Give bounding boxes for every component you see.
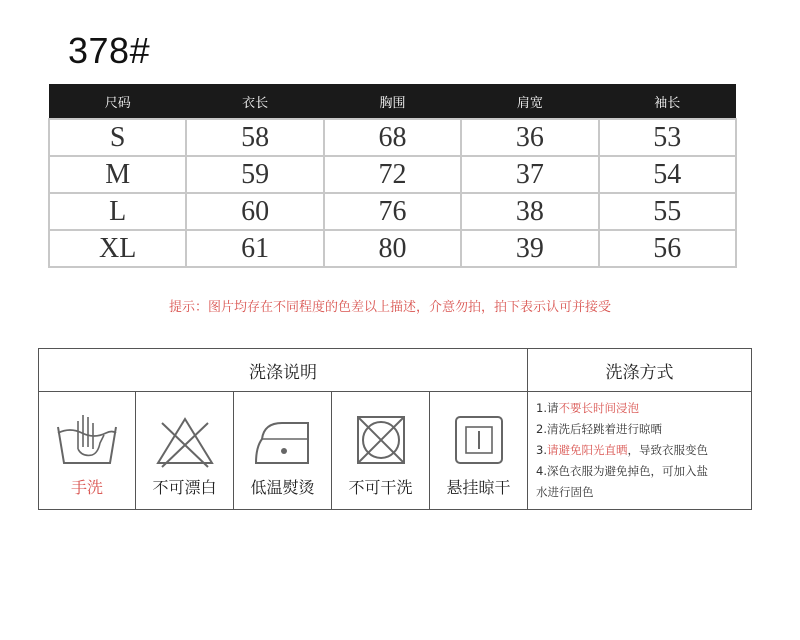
cell-size: S	[49, 119, 186, 156]
care-item-no-bleach	[136, 392, 234, 510]
size-chart-header-row	[49, 84, 736, 119]
header-length: 衣长	[186, 84, 323, 119]
table-row	[49, 193, 736, 230]
header-shoulder: 肩宽	[461, 84, 598, 119]
care-item-hang-dry	[430, 392, 528, 510]
care-label: 不可干洗	[348, 478, 413, 497]
care-method-item: 4.深色衣服为避免掉色，可加入盐	[536, 464, 708, 478]
care-method-item	[536, 440, 743, 461]
cell-length: 58	[186, 119, 323, 156]
cell-sleeve: 56	[599, 230, 736, 267]
hand-wash-icon	[52, 409, 122, 471]
no-dry-clean-icon	[346, 409, 416, 471]
hang-dry-icon	[444, 409, 514, 471]
header-sleeve: 袖长	[599, 84, 736, 119]
cell-shoulder: 37	[461, 156, 598, 193]
no-bleach-icon	[150, 409, 220, 471]
care-method-text: ，导致衣服变色	[627, 443, 708, 457]
care-method-text: 1.请	[536, 401, 559, 415]
cell-size: M	[49, 156, 186, 193]
cell-length: 61	[186, 230, 323, 267]
product-code-title: 378#	[68, 30, 151, 71]
table-row	[49, 156, 736, 193]
care-item-no-dry-clean	[332, 392, 430, 510]
care-label: 手洗	[70, 478, 103, 497]
care-item-hand-wash	[39, 392, 136, 510]
care-instructions-table	[38, 348, 752, 510]
cell-sleeve: 55	[599, 193, 736, 230]
table-row	[49, 230, 736, 267]
cell-chest: 76	[324, 193, 461, 230]
care-method-list	[528, 392, 752, 510]
care-method-highlight: 不要长时间浸泡	[558, 401, 639, 415]
care-method-heading: 洗涤方式	[528, 349, 752, 392]
care-method-item: 水进行固色	[536, 485, 594, 499]
cell-length: 60	[186, 193, 323, 230]
table-row	[49, 119, 736, 156]
care-label: 低温熨烫	[250, 478, 315, 497]
cell-sleeve: 54	[599, 156, 736, 193]
care-label: 悬挂晾干	[446, 478, 511, 497]
cell-shoulder: 38	[461, 193, 598, 230]
cell-chest: 72	[324, 156, 461, 193]
low-iron-icon	[248, 409, 318, 471]
cell-shoulder: 39	[461, 230, 598, 267]
size-chart-table	[48, 84, 737, 268]
cell-size: L	[49, 193, 186, 230]
cell-chest: 68	[324, 119, 461, 156]
cell-chest: 80	[324, 230, 461, 267]
care-instructions-heading: 洗涤说明	[39, 349, 528, 392]
cell-shoulder: 36	[461, 119, 598, 156]
care-item-low-iron	[234, 392, 332, 510]
care-method-item: 2.清洗后轻跳着进行晾晒	[536, 422, 662, 436]
care-method-text: 3.	[536, 443, 547, 457]
care-label: 不可漂白	[152, 478, 217, 497]
header-size: 尺码	[49, 84, 186, 119]
care-method-item	[536, 398, 743, 419]
cell-sleeve: 53	[599, 119, 736, 156]
header-chest: 胸围	[324, 84, 461, 119]
care-method-highlight: 请避免阳光直晒	[547, 443, 628, 457]
cell-size: XL	[49, 230, 186, 267]
color-difference-notice: 提示：图片均存在不同程度的色差以上描述，介意勿拍，拍下表示认可并接受	[168, 300, 611, 315]
cell-length: 59	[186, 156, 323, 193]
